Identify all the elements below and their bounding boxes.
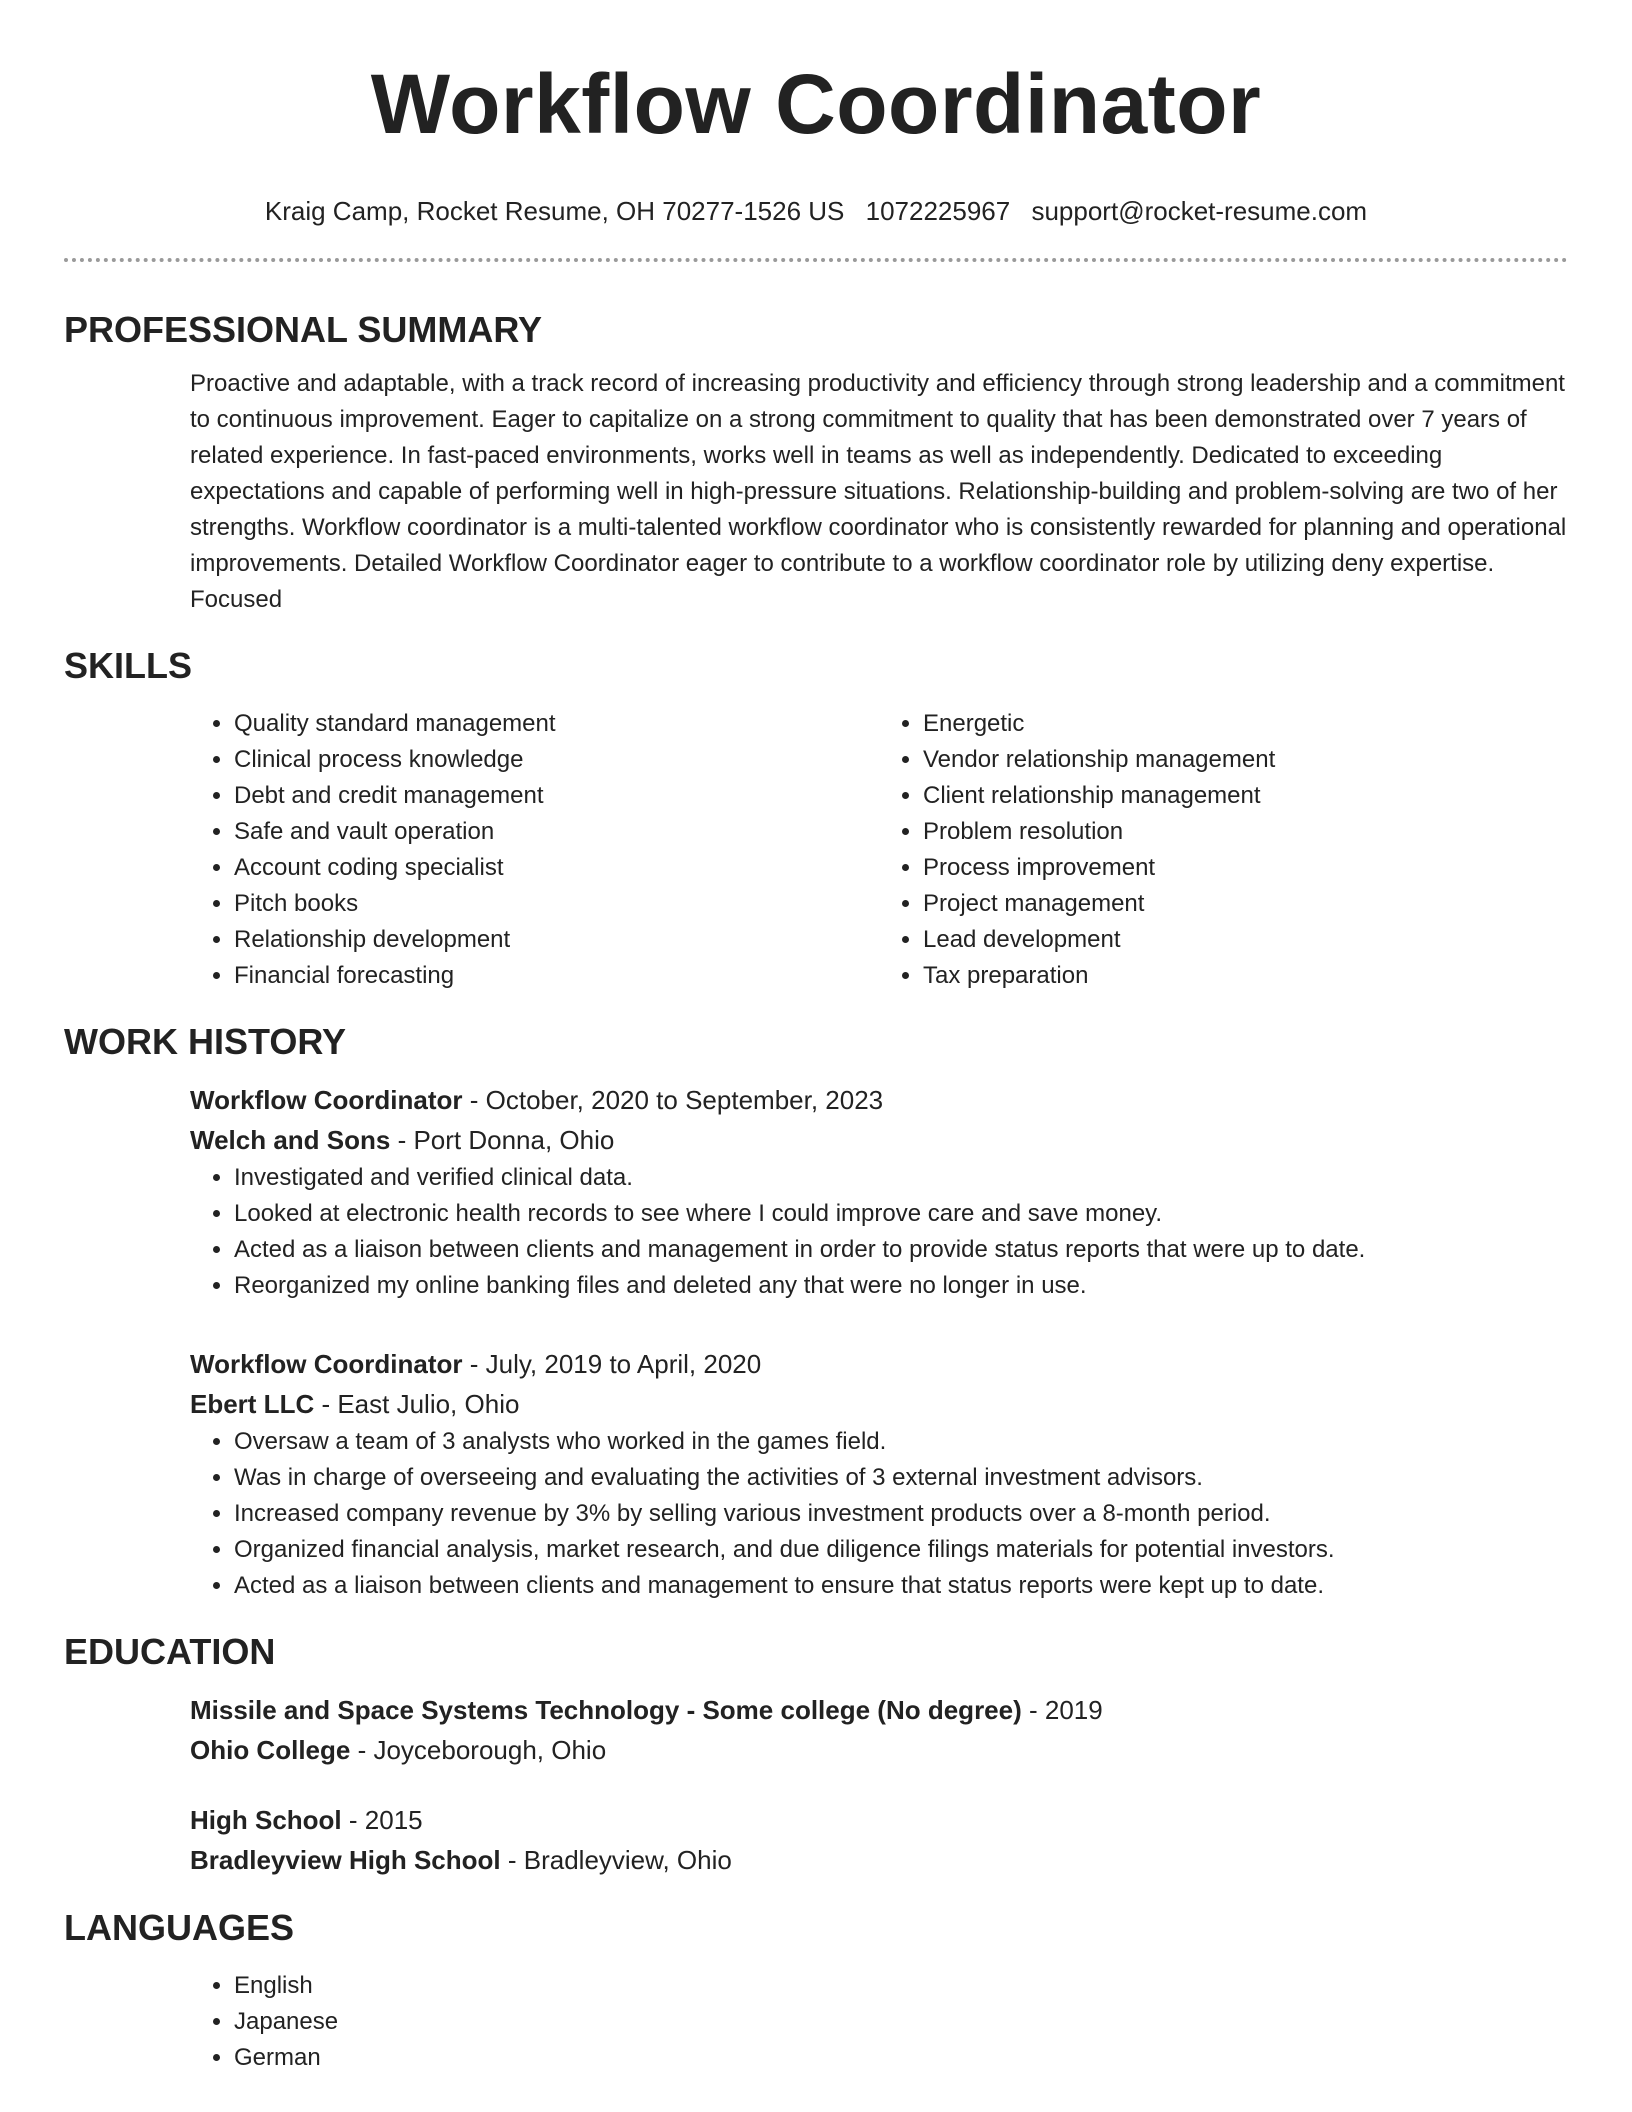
skill-item: • Client relationship management: [923, 778, 1568, 814]
job-company: Ebert LLC: [190, 1389, 315, 1419]
contact-address: Kraig Camp, Rocket Resume, OH 70277-1526 US: [264, 196, 845, 226]
education-school-line: [190, 1730, 1568, 1770]
job-bullet: • Was in charge of overseeing and evaluating the activities of 3 external investment advisors.: [234, 1460, 1568, 1496]
education-school: Bradleyview High School: [190, 1845, 501, 1875]
job-location: - Port Donna, Ohio: [390, 1125, 615, 1155]
job-bullet: • Acted as a liaison between clients and management in order to provide status reports that were up to date.: [234, 1232, 1568, 1268]
education-heading: EDUCATION: [64, 1631, 276, 1672]
education-school: Ohio College: [190, 1735, 351, 1765]
skills-column-left: [190, 706, 879, 994]
job-bullet: • Acted as a liaison between clients and management to ensure that status reports were kept up to date.: [234, 1568, 1568, 1604]
resume-name-title: Workflow Coordinator: [370, 57, 1262, 151]
contact-line: [64, 194, 1568, 228]
job-bullet: • Organized financial analysis, market research, and due diligence filings materials for potential investors.: [234, 1532, 1568, 1568]
job-entry: [190, 1080, 1568, 1304]
skill-item: • Project management: [923, 886, 1568, 922]
language-item: • Japanese: [234, 2004, 1568, 2040]
languages-heading: LANGUAGES: [64, 1907, 295, 1948]
skill-item: • Relationship development: [234, 922, 879, 958]
skills-heading: SKILLS: [64, 645, 193, 686]
job-dates: - July, 2019 to April, 2020: [462, 1349, 762, 1379]
summary-heading: PROFESSIONAL SUMMARY: [64, 309, 543, 350]
job-role-line: [190, 1344, 1568, 1384]
education-entry: [190, 1690, 1568, 1770]
skill-item: • Pitch books: [234, 886, 879, 922]
languages-list: [190, 1968, 1568, 2076]
work-history-heading: WORK HISTORY: [64, 1021, 347, 1062]
job-company: Welch and Sons: [190, 1125, 391, 1155]
job-role: Workflow Coordinator: [190, 1085, 463, 1115]
skill-item: • Lead development: [923, 922, 1568, 958]
language-item: • English: [234, 1968, 1568, 2004]
skill-item: • Vendor relationship management: [923, 742, 1568, 778]
skill-item: • Safe and vault operation: [234, 814, 879, 850]
job-bullet: • Increased company revenue by 3% by selling various investment products over a 8-month period.: [234, 1496, 1568, 1532]
education-degree-line: [190, 1690, 1568, 1730]
job-entry: [190, 1344, 1568, 1604]
job-role-line: [190, 1080, 1568, 1120]
job-bullet: • Looked at electronic health records to see where I could improve care and save money.: [234, 1196, 1568, 1232]
education-location: - Joyceborough, Ohio: [350, 1735, 607, 1765]
job-bullet: • Reorganized my online banking files and deleted any that were no longer in use.: [234, 1268, 1568, 1304]
languages-bullets: [190, 1968, 1568, 2076]
skill-item: • Financial forecasting: [234, 958, 879, 994]
education-year: - 2019: [1021, 1695, 1103, 1725]
education-year: - 2015: [341, 1805, 423, 1835]
job-bullets: [190, 1424, 1568, 1604]
skill-item: • Quality standard management: [234, 706, 879, 742]
summary-text: Proactive and adaptable, with a track record of increasing productivity and efficiency through strong leadership and a commitment to continuous improvement. Eager to capitalize on a strong commitment to quality that has been demonstrated over 7 years of related experience. In fast-paced environments, works well in teams as well as independently. Dedicated to exceeding expectations and capable of performing well in high-pressure situations. Relationship-building and problem-solving are two of her strengths. Workflow coordinator is a multi-talented workflow coordinator who is consistently rewarded for planning and operational improvements. Detailed Workflow Coordinator eager to contribute to a workflow coordinator role by utilizing deny expertise. Focused: [190, 370, 1567, 613]
education-degree: High School: [190, 1805, 342, 1835]
job-bullets: [190, 1160, 1568, 1304]
job-location: - East Julio, Ohio: [314, 1389, 520, 1419]
skill-item: • Tax preparation: [923, 958, 1568, 994]
contact-phone: 1072225967: [865, 196, 1011, 226]
skill-item: • Energetic: [923, 706, 1568, 742]
skills-grid: [190, 706, 1568, 994]
resume-page: [64, 0, 1568, 2076]
education-location: - Bradleyview, Ohio: [500, 1845, 732, 1875]
skill-item: • Clinical process knowledge: [234, 742, 879, 778]
contact-email: support@rocket-resume.com: [1031, 196, 1368, 226]
skill-item: • Account coding specialist: [234, 850, 879, 886]
education-degree: Missile and Space Systems Technology - Some college (No degree): [190, 1695, 1022, 1725]
job-role: Workflow Coordinator: [190, 1349, 463, 1379]
education-degree-line: [190, 1800, 1568, 1840]
job-dates: - October, 2020 to September, 2023: [462, 1085, 884, 1115]
job-company-line: [190, 1384, 1568, 1424]
job-bullet: • Investigated and verified clinical data.: [234, 1160, 1568, 1196]
skill-item: • Debt and credit management: [234, 778, 879, 814]
education-entry: [190, 1800, 1568, 1880]
language-item: • German: [234, 2040, 1568, 2076]
education-school-line: [190, 1840, 1568, 1880]
skills-column-right: [879, 706, 1568, 994]
skill-item: • Process improvement: [923, 850, 1568, 886]
job-company-line: [190, 1120, 1568, 1160]
skill-item: • Problem resolution: [923, 814, 1568, 850]
header-divider: [64, 258, 1568, 262]
job-bullet: • Oversaw a team of 3 analysts who worked in the games field.: [234, 1424, 1568, 1460]
